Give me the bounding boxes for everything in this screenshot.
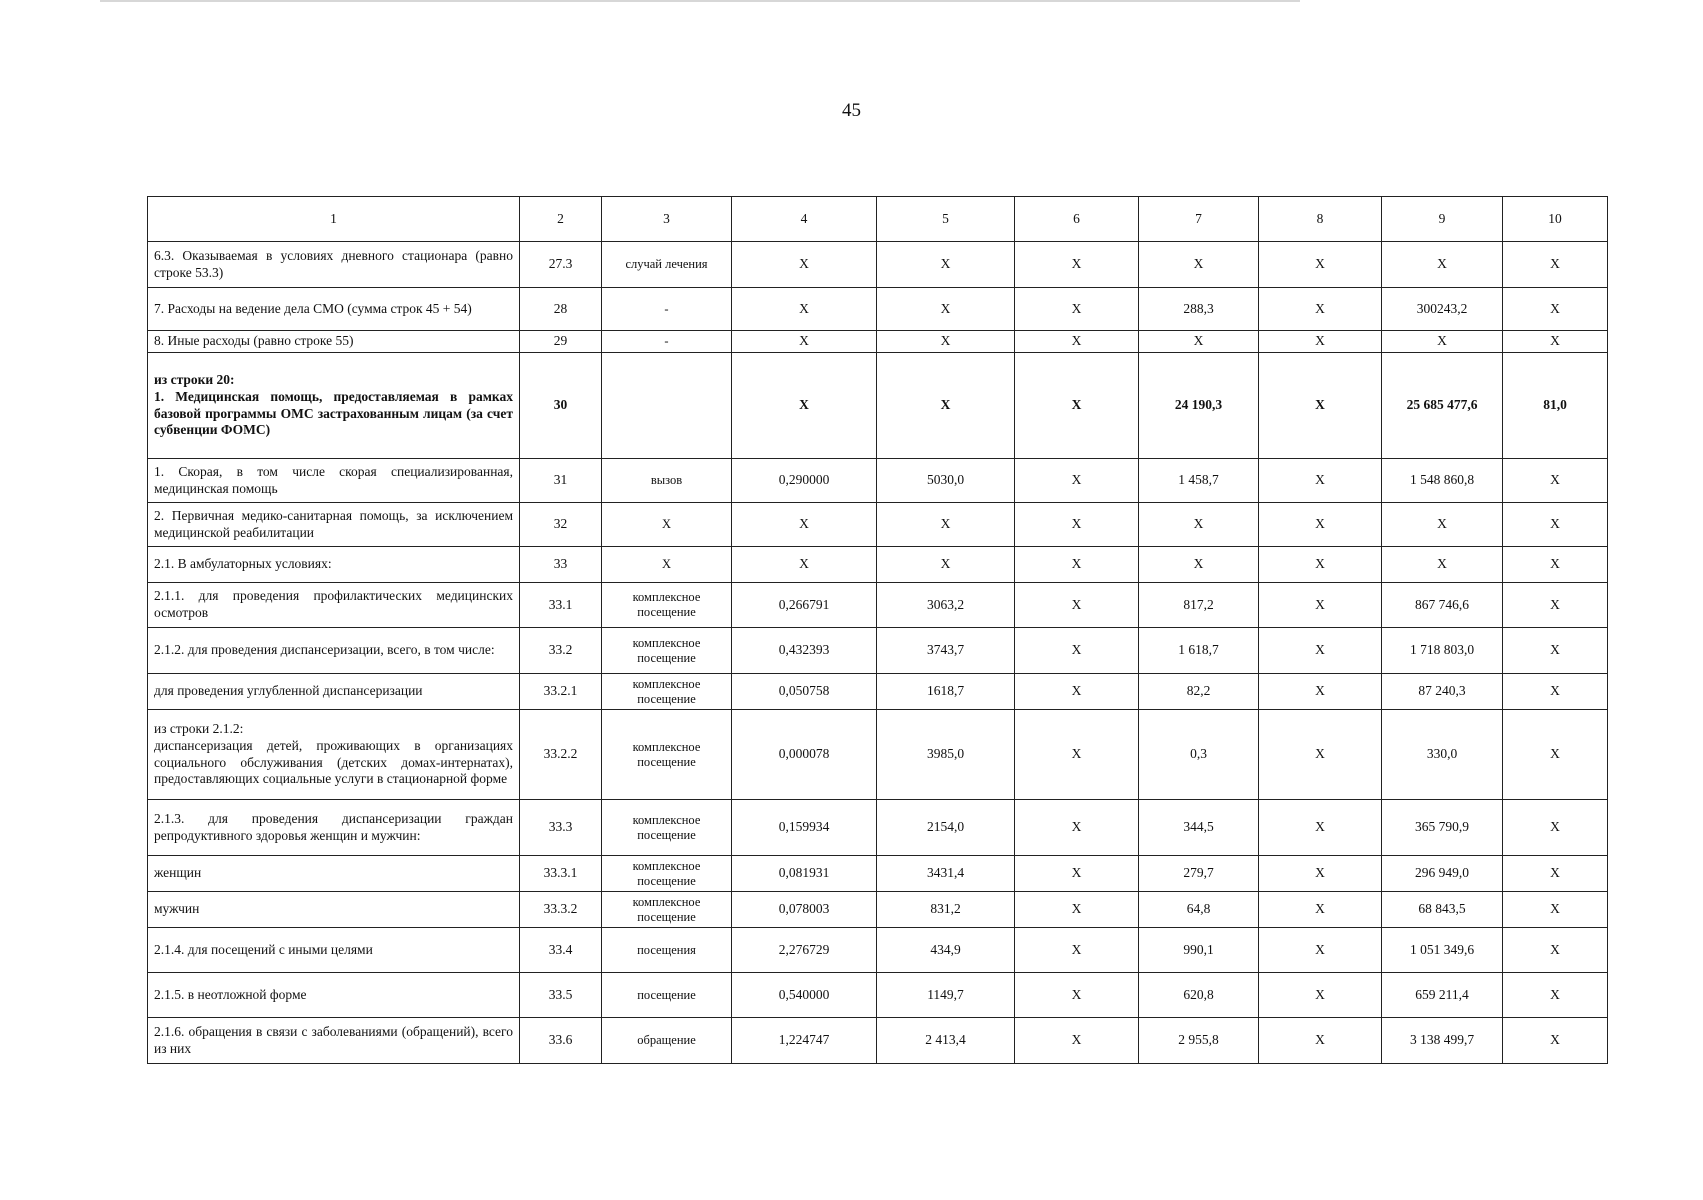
table-cell: 620,8 [1139, 973, 1259, 1018]
table-cell: 33 [520, 547, 602, 583]
table-cell: женщин [148, 856, 520, 892]
table-cell: посещение [602, 973, 732, 1018]
table-row [148, 353, 1608, 459]
table-cell: 365 790,9 [1382, 800, 1503, 856]
table-cell: X [1503, 674, 1608, 710]
table-cell: X [1259, 674, 1382, 710]
table-cell: 6.3. Оказываемая в условиях дневного стационара (равно строке 53.3) [148, 242, 520, 288]
table-cell: X [1015, 674, 1139, 710]
table-cell: 5030,0 [877, 459, 1015, 503]
table-cell: 2.1.4. для посещений с иными целями [148, 928, 520, 973]
table-cell: X [1259, 353, 1382, 459]
table-cell: 2 955,8 [1139, 1018, 1259, 1064]
table-cell: комплексное посещение [602, 628, 732, 674]
table-cell: 30 [520, 353, 602, 459]
table-row [148, 331, 1608, 353]
table-row [148, 928, 1608, 973]
table-cell: 29 [520, 331, 602, 353]
table-cell: X [1015, 628, 1139, 674]
table-cell: 2.1.3. для проведения диспансеризации граждан репродуктивного здоровья женщин и мужчин: [148, 800, 520, 856]
table-cell: 3063,2 [877, 583, 1015, 628]
table-cell: X [732, 547, 877, 583]
table-cell: X [1259, 503, 1382, 547]
table-cell: X [1503, 242, 1608, 288]
table-cell: вызов [602, 459, 732, 503]
table-cell: 33.4 [520, 928, 602, 973]
table-cell: 2.1.6. обращения в связи с заболеваниями (обращений), всего из них [148, 1018, 520, 1064]
table-cell: X [732, 503, 877, 547]
table-cell: X [602, 503, 732, 547]
table-cell: комплексное посещение [602, 674, 732, 710]
header-cell: 10 [1503, 197, 1608, 242]
table-cell: 0,081931 [732, 856, 877, 892]
table-cell: 33.2.1 [520, 674, 602, 710]
table-cell: X [1259, 973, 1382, 1018]
table-cell: 3985,0 [877, 710, 1015, 800]
table-cell: из строки 20: 1. Медицинская помощь, предоставляемая в рамках базовой программы ОМС застрахованным лицам (за счет субвенции ФОМС) [148, 353, 520, 459]
table-cell: 3431,4 [877, 856, 1015, 892]
table-cell: 2.1. В амбулаторных условиях: [148, 547, 520, 583]
table-cell: X [1015, 547, 1139, 583]
header-cell: 6 [1015, 197, 1139, 242]
table-cell: X [877, 547, 1015, 583]
table-cell: комплексное посещение [602, 710, 732, 800]
table-row [148, 503, 1608, 547]
table-cell: X [1015, 928, 1139, 973]
table-body [148, 197, 1608, 1064]
table-cell: 659 211,4 [1382, 973, 1503, 1018]
table-cell: 81,0 [1503, 353, 1608, 459]
table-cell [602, 353, 732, 459]
table-cell: X [1259, 928, 1382, 973]
table-cell: X [1382, 242, 1503, 288]
table-cell: X [1139, 242, 1259, 288]
table-cell: 0,432393 [732, 628, 877, 674]
table-cell: X [1139, 331, 1259, 353]
table-cell: X [1015, 242, 1139, 288]
table-cell: X [1503, 288, 1608, 331]
table-cell: X [1382, 331, 1503, 353]
table-cell: 33.2 [520, 628, 602, 674]
table-cell: 33.5 [520, 973, 602, 1018]
table-cell: 0,290000 [732, 459, 877, 503]
table-cell: 32 [520, 503, 602, 547]
table-cell: X [1015, 353, 1139, 459]
table-cell: 64,8 [1139, 892, 1259, 928]
table-cell: X [1015, 856, 1139, 892]
table-cell: X [732, 288, 877, 331]
table-cell: 0,078003 [732, 892, 877, 928]
table-cell: X [1015, 892, 1139, 928]
table-cell: 0,159934 [732, 800, 877, 856]
table-cell: 0,3 [1139, 710, 1259, 800]
table-cell: 68 843,5 [1382, 892, 1503, 928]
table-cell: X [1015, 503, 1139, 547]
table-cell: 33.3.2 [520, 892, 602, 928]
table-row [148, 288, 1608, 331]
table-cell: X [1503, 628, 1608, 674]
table-cell: для проведения углубленной диспансеризации [148, 674, 520, 710]
table-cell: X [602, 547, 732, 583]
header-cell: 3 [602, 197, 732, 242]
table-cell: обращение [602, 1018, 732, 1064]
table-cell: X [1259, 288, 1382, 331]
table-cell: из строки 2.1.2: диспансеризация детей, проживающих в организациях социального обслуживания (детских домах-интернатах), предоставляющих социальные услуги в стационарной форме [148, 710, 520, 800]
table-cell: X [1503, 710, 1608, 800]
table-cell: X [1503, 547, 1608, 583]
table-cell: 1 548 860,8 [1382, 459, 1503, 503]
table-cell: X [1015, 800, 1139, 856]
table-cell: X [732, 331, 877, 353]
table-cell: X [1139, 547, 1259, 583]
header-cell: 5 [877, 197, 1015, 242]
table-cell: 817,2 [1139, 583, 1259, 628]
table-cell: 2. Первичная медико-санитарная помощь, за исключением медицинской реабилитации [148, 503, 520, 547]
table-cell: 296 949,0 [1382, 856, 1503, 892]
table-cell: X [877, 353, 1015, 459]
table-row [148, 973, 1608, 1018]
table-cell: X [1015, 459, 1139, 503]
table-cell: комплексное посещение [602, 856, 732, 892]
table-cell: X [877, 242, 1015, 288]
header-cell: 7 [1139, 197, 1259, 242]
table-cell: X [1503, 459, 1608, 503]
table-cell: 31 [520, 459, 602, 503]
table-cell: 344,5 [1139, 800, 1259, 856]
table-cell: 2,276729 [732, 928, 877, 973]
table-cell: 1. Скорая, в том числе скорая специализированная, медицинская помощь [148, 459, 520, 503]
table-cell: X [1259, 583, 1382, 628]
table-cell: 82,2 [1139, 674, 1259, 710]
table-cell: 1 051 349,6 [1382, 928, 1503, 973]
table-row [148, 459, 1608, 503]
page-number: 45 [842, 100, 861, 121]
table-cell: X [1015, 331, 1139, 353]
table-cell: 2 413,4 [877, 1018, 1015, 1064]
header-cell: 9 [1382, 197, 1503, 242]
table-row [148, 856, 1608, 892]
table-cell: X [1259, 242, 1382, 288]
table-row [148, 892, 1608, 928]
table-cell: X [877, 288, 1015, 331]
table-row [148, 242, 1608, 288]
table-cell: 25 685 477,6 [1382, 353, 1503, 459]
table-cell: 1149,7 [877, 973, 1015, 1018]
header-cell: 4 [732, 197, 877, 242]
table-cell: 1618,7 [877, 674, 1015, 710]
table-cell: - [602, 331, 732, 353]
table-cell: X [1259, 547, 1382, 583]
table-cell: 33.3 [520, 800, 602, 856]
table-cell: мужчин [148, 892, 520, 928]
table-cell: X [1259, 628, 1382, 674]
table-cell: X [1015, 973, 1139, 1018]
table-cell: - [602, 288, 732, 331]
table-cell: X [1259, 892, 1382, 928]
table-cell: 33.2.2 [520, 710, 602, 800]
table-header-row [148, 197, 1608, 242]
table-cell: X [732, 242, 877, 288]
table-cell: 288,3 [1139, 288, 1259, 331]
table-cell: 2.1.2. для проведения диспансеризации, всего, в том числе: [148, 628, 520, 674]
table-cell: X [1503, 800, 1608, 856]
table-cell: 1,224747 [732, 1018, 877, 1064]
table-cell: 28 [520, 288, 602, 331]
table-cell: X [1259, 459, 1382, 503]
table-cell: X [1503, 503, 1608, 547]
table-cell: 0,050758 [732, 674, 877, 710]
table-cell: комплексное посещение [602, 800, 732, 856]
table-cell: комплексное посещение [602, 583, 732, 628]
table-row [148, 1018, 1608, 1064]
table-row [148, 583, 1608, 628]
table-cell: 33.1 [520, 583, 602, 628]
table-cell: 3 138 499,7 [1382, 1018, 1503, 1064]
table-cell: случай лечения [602, 242, 732, 288]
table-cell: 831,2 [877, 892, 1015, 928]
table-cell: X [877, 331, 1015, 353]
table-cell: 2154,0 [877, 800, 1015, 856]
table-cell: X [1503, 331, 1608, 353]
table-row [148, 628, 1608, 674]
table-row [148, 674, 1608, 710]
table-cell: 330,0 [1382, 710, 1503, 800]
table-cell: 87 240,3 [1382, 674, 1503, 710]
table-cell: X [1015, 710, 1139, 800]
header-cell: 8 [1259, 197, 1382, 242]
header-cell: 1 [148, 197, 520, 242]
table-cell: X [1259, 710, 1382, 800]
table-cell: посещения [602, 928, 732, 973]
table-cell: X [1015, 288, 1139, 331]
table-cell: 1 618,7 [1139, 628, 1259, 674]
table-cell: X [877, 503, 1015, 547]
table-cell: 33.3.1 [520, 856, 602, 892]
table-cell: X [732, 353, 877, 459]
header-cell: 2 [520, 197, 602, 242]
table-cell: 990,1 [1139, 928, 1259, 973]
table-cell: 300243,2 [1382, 288, 1503, 331]
table-cell: X [1382, 547, 1503, 583]
table-cell: X [1139, 503, 1259, 547]
table-cell: 0,540000 [732, 973, 877, 1018]
table-cell: 33.6 [520, 1018, 602, 1064]
table-cell: X [1503, 856, 1608, 892]
table-cell: 1 458,7 [1139, 459, 1259, 503]
table-cell: 8. Иные расходы (равно строке 55) [148, 331, 520, 353]
table-row [148, 800, 1608, 856]
table-cell: X [1503, 583, 1608, 628]
table-cell: X [1015, 583, 1139, 628]
table-cell: 279,7 [1139, 856, 1259, 892]
table-cell: X [1259, 1018, 1382, 1064]
table-cell: 1 718 803,0 [1382, 628, 1503, 674]
table-cell: X [1015, 1018, 1139, 1064]
table-row [148, 710, 1608, 800]
table-cell: 0,000078 [732, 710, 877, 800]
table-cell: 24 190,3 [1139, 353, 1259, 459]
table-cell: 7. Расходы на ведение дела СМО (сумма строк 45 + 54) [148, 288, 520, 331]
table-cell: X [1259, 800, 1382, 856]
table-cell: 0,266791 [732, 583, 877, 628]
table-cell: X [1503, 973, 1608, 1018]
table-cell: X [1503, 892, 1608, 928]
table-cell: 3743,7 [877, 628, 1015, 674]
table-cell: X [1382, 503, 1503, 547]
table-cell: X [1259, 856, 1382, 892]
data-table [147, 196, 1608, 1064]
table-cell: 434,9 [877, 928, 1015, 973]
table-cell: 2.1.1. для проведения профилактических медицинских осмотров [148, 583, 520, 628]
table-cell: комплексное посещение [602, 892, 732, 928]
table-cell: 27.3 [520, 242, 602, 288]
scan-artifact-top [100, 0, 1300, 2]
table-cell: 2.1.5. в неотложной форме [148, 973, 520, 1018]
table-row [148, 547, 1608, 583]
table-cell: X [1259, 331, 1382, 353]
table-cell: X [1503, 928, 1608, 973]
table-cell: 867 746,6 [1382, 583, 1503, 628]
table-cell: X [1503, 1018, 1608, 1064]
